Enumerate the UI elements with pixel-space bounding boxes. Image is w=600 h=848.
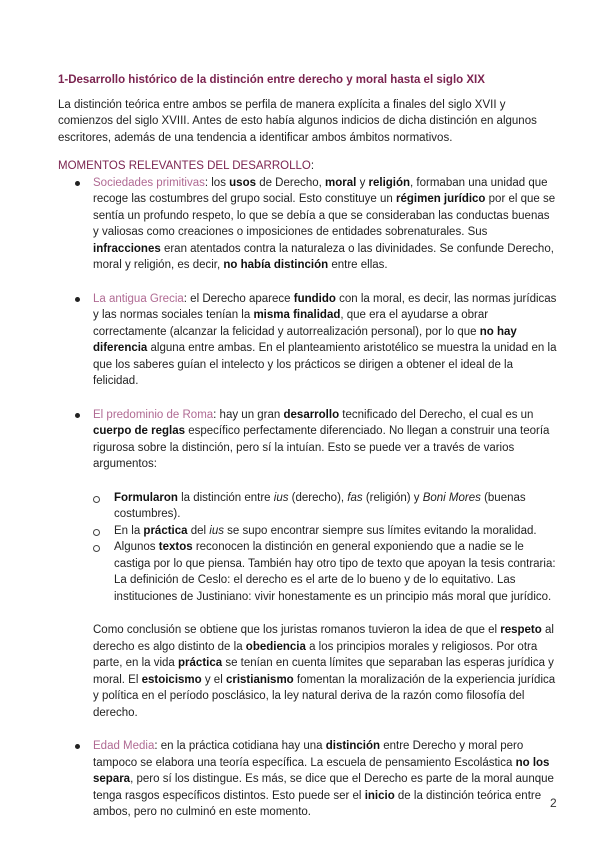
text-run: al derecho es algo distinto de la [93, 624, 554, 653]
bold-term: no había distinción [223, 259, 329, 271]
text-run: : el Derecho aparece [183, 292, 294, 305]
text-run: Como conclusión se obtiene que los juristas romanos tuvieron la idea de que el [93, 624, 501, 636]
bold-term: fundido [293, 292, 336, 305]
rome-conclusion [58, 622, 558, 721]
bold-term: usos [229, 176, 256, 189]
bold-term: no hay diferencia [93, 325, 517, 354]
text-run: , pero sí los distingue. Es más, se dice que el Derecho es parte de la moral aunque tenga rasgos específicos distintos. Esto puede ser el [93, 773, 554, 802]
bold-term: cuerpo de reglas [93, 425, 186, 437]
text-run: del [187, 524, 210, 537]
text-run: , formaban una unidad que recoge las costumbres del grupo social. Esto constituye un [93, 176, 548, 205]
text-run: por el que se sentía un profundo respeto, lo que se debía a que se consideraban las conductas buenas y valiosas como creaciones o imposiciones de entidades sobrenaturales. Sus [93, 193, 556, 238]
text-run: (derecho), [288, 491, 348, 504]
text-run: , que era el ayudarse a obrar correctamente (alcanzar la felicidad y autorrealización personal), por lo que [93, 309, 489, 338]
text-run: (buenas costumbres). [114, 491, 526, 520]
text-run: alguna entre ambas. En el planteamiento aristotélico se muestra la unidad en la que los saberes guían el intelecto y los prácticos se dirigen a obtener el ideal de la felicidad. [93, 342, 557, 387]
bold-term: no los separa [93, 756, 550, 785]
bold-term: religión [368, 176, 411, 189]
text-run: fomentan la moralización de la experiencia jurídica y política en el período posclásico, la ley natural deriva de la razón como filosofía del derecho. [93, 673, 556, 719]
bold-term: infracciones [93, 242, 161, 255]
list-item-primitive-societies [58, 175, 558, 274]
item-heading: El predominio de Roma [93, 408, 214, 421]
moments-heading [58, 158, 558, 175]
intro-paragraph: La distinción teórica entre ambos se perfila de manera explícita a finales del siglo XVII y comienzos del siglo XVIII. Antes de esto había algunos indicios de dicha distinción en algunos escritores, además de una tendencia a identificar ambos ámbitos normativos. [58, 98, 537, 144]
moments-heading-colon: : [310, 160, 315, 172]
text-run: : los [204, 176, 230, 189]
bold-term: respeto [500, 624, 542, 636]
list-item-ancient-greece [58, 291, 558, 390]
item-heading: Edad Media [93, 740, 155, 752]
bold-term: distinción [325, 740, 381, 752]
text-run: de la distinción teórica entre ambos, pero no culminó en este momento. [93, 789, 542, 818]
text-run: entre ellas. [328, 259, 388, 271]
document-page [58, 72, 558, 838]
circle-bullet-icon [93, 496, 100, 503]
text-run: específico perfectamente diferenciado. No llegan a construir una teoría rigurosa sobre la distinción, pero sí la intuían. Esto se puede ver a través de varios argumentos: [93, 425, 550, 470]
italic-term: ius [209, 524, 224, 537]
text-run: En la [114, 524, 144, 537]
italic-term: ius [273, 491, 289, 504]
bold-term: régimen jurídico [396, 193, 486, 205]
text-run: se tenían en cuenta límites que separaban las esperas jurídica y moral. El [93, 657, 554, 686]
section-title: 1-Desarrollo histórico de la distinción entre derecho y moral hasta el siglo XIX [58, 74, 485, 86]
circle-bullet-icon [93, 529, 100, 536]
italic-term: Boni Mores [422, 491, 481, 504]
sub-list-item [58, 539, 558, 605]
page-number: 2 [550, 796, 557, 810]
list-item-middle-ages [58, 738, 558, 821]
sub-list-rome [58, 490, 558, 606]
sub-list-item [58, 523, 558, 540]
text-run: tecnificado del Derecho, el cual es un [339, 408, 534, 421]
text-run: (religión) y [362, 491, 423, 504]
text-run: se supo encontrar siempre sus límites evitando la moralidad. [223, 524, 537, 537]
text-run: y el [201, 673, 226, 686]
bold-term: textos [158, 541, 193, 553]
text-run: entre Derecho y moral pero tampoco se elabora una teoría específica. La escuela de pensamiento Escolástica [93, 740, 524, 769]
text-run: reconocen la distinción en general exponiendo que a nadie se le castiga por lo que piensa. También hay otro tipo de texto que apoyan la tesis contraria: La definición de Ceslo: el derecho es el arte de lo bueno y de lo equitativo. Las instituciones de Justiniano: vivir honestamente es un principio más moral que jurídico. [114, 541, 556, 603]
text-run: : hay un gran [213, 408, 284, 421]
text-run: Algunos [114, 541, 159, 553]
bold-term: Formularon [114, 491, 178, 504]
text-run: con la moral, es decir, las normas jurídicas y las normas sociales tenían la [93, 292, 557, 321]
text-run: de Derecho, [256, 176, 326, 189]
text-run: : en la práctica cotidiana hay una [154, 740, 326, 752]
bold-term: práctica [178, 657, 223, 669]
item-heading: Sociedades primitivas [93, 176, 205, 189]
text-run: a los principios morales y religiosos. Por otra parte, en la vida [93, 640, 538, 669]
italic-term: fas [347, 491, 363, 504]
text-run: eran atentados contra la naturaleza o las divinidades. Se confunde Derecho, moral y religión, es decir, [93, 242, 554, 271]
text-run: y [356, 176, 369, 189]
bold-term: práctica [143, 524, 188, 537]
item-heading: La antigua Grecia [93, 292, 184, 305]
bold-term: obediencia [245, 640, 306, 653]
bold-term: misma finalidad [253, 309, 341, 321]
circle-bullet-icon [93, 545, 100, 552]
sub-list-item [58, 490, 558, 523]
bold-term: cristianismo [225, 673, 294, 686]
bold-term: moral [325, 176, 357, 189]
moments-heading-text: MOMENTOS RELEVANTES DEL DESARROLLO [58, 160, 311, 172]
bold-term: estoicismo [141, 673, 202, 686]
bold-term: inicio [364, 789, 395, 802]
text-run: la distinción entre [177, 491, 274, 504]
bold-term: desarrollo [283, 408, 340, 421]
list-item-rome [58, 407, 558, 473]
